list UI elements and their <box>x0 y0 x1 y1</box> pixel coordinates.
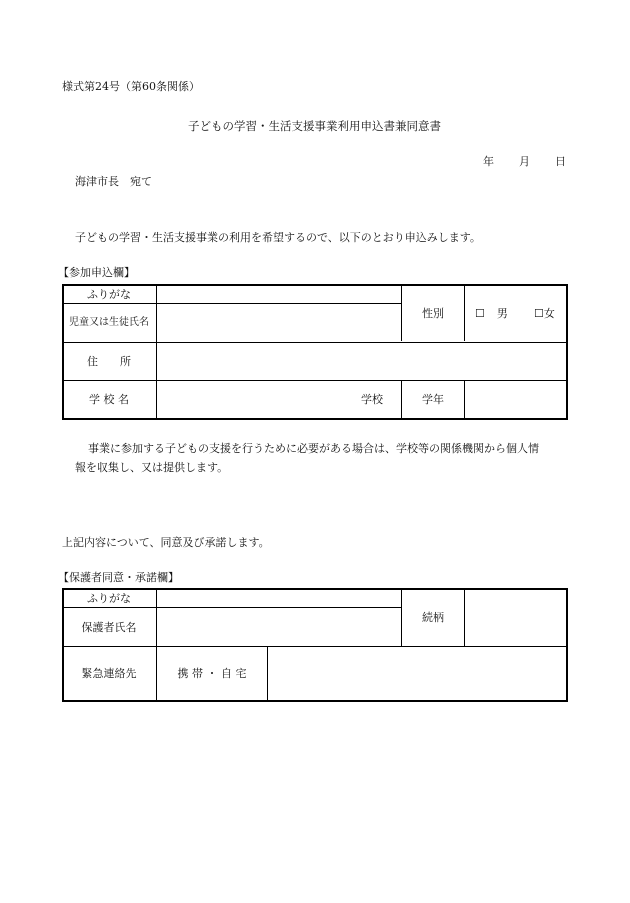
guardian-furigana-label: ふりがな <box>87 592 131 605</box>
furigana-field[interactable] <box>158 286 400 302</box>
date-month: 月 <box>519 155 530 168</box>
checkbox-icon: ☐ <box>534 307 544 320</box>
guardian-name-label: 保護者氏名 <box>81 621 137 634</box>
child-name-field[interactable] <box>158 305 400 341</box>
school-suffix: 学校 <box>361 393 383 406</box>
phone-type-label: 携 帯 ・ 自 宅 <box>177 667 247 680</box>
gender-male-label: 男 <box>496 307 508 320</box>
emergency-contact-label: 緊急連絡先 <box>81 667 137 680</box>
date-day: 日 <box>555 155 566 168</box>
gender-label: 性別 <box>422 307 444 320</box>
date-year: 年 <box>483 155 494 168</box>
relation-label: 続柄 <box>422 611 444 624</box>
document-title: 子どもの学習・生活支援事業利用申込書兼同意書 <box>188 119 441 133</box>
consent-note-line1: 事業に参加する子どもの支援を行うために必要がある場合は、学校等の関係機関から個人情 <box>88 442 539 455</box>
form-number: 様式第24号（第60条関係） <box>62 80 200 93</box>
gender-male-checkbox[interactable] <box>475 308 508 319</box>
emergency-phone-field[interactable] <box>269 648 566 700</box>
application-section-title: 【参加申込欄】 <box>58 266 135 279</box>
agreement-text: 上記内容について、同意及び承諾します。 <box>62 536 270 549</box>
child-name-label: 児童又は生徒氏名 <box>69 317 149 328</box>
gender-female-label: 女 <box>543 307 555 320</box>
grade-label: 学年 <box>422 393 444 406</box>
school-label: 学 校 名 <box>89 393 129 406</box>
address-field[interactable] <box>158 344 566 379</box>
address-label: 住 所 <box>87 355 131 368</box>
gender-female-checkbox[interactable] <box>534 308 555 319</box>
guardian-furigana-field[interactable] <box>158 590 400 606</box>
addressee: 海津市長 宛て <box>75 175 152 188</box>
checkbox-icon: ☐ <box>475 307 485 320</box>
grade-field[interactable] <box>466 382 566 418</box>
relation-field[interactable] <box>466 590 566 645</box>
consent-note-line2: 報を収集し、又は提供します。 <box>75 461 229 474</box>
intro-text: 子どもの学習・生活支援事業の利用を希望するので、以下のとおり申込みします。 <box>75 231 481 244</box>
guardian-section-title: 【保護者同意・承諾欄】 <box>58 571 179 584</box>
furigana-label: ふりがな <box>87 288 131 301</box>
guardian-name-field[interactable] <box>158 609 400 645</box>
